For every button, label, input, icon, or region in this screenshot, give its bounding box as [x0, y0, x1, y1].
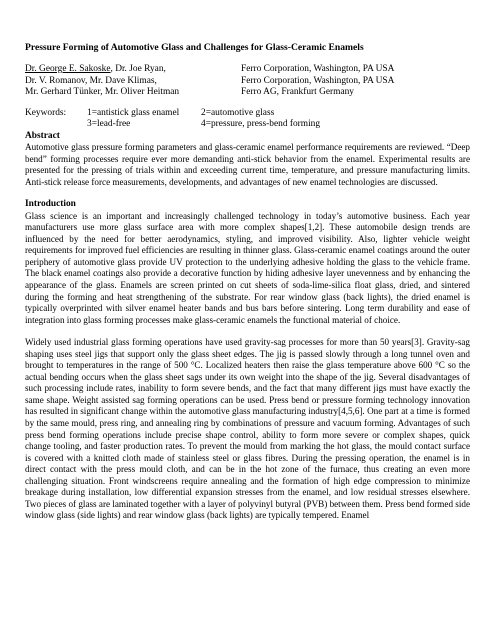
affiliation-3: Ferro AG, Frankfurt Germany: [241, 87, 354, 97]
introduction-heading: Introduction: [25, 199, 76, 210]
author-block: [25, 64, 470, 99]
keyword-4: 4=pressure, press-bend forming: [201, 119, 321, 129]
introduction-paragraph-1: Glass science is an important and increasingly challenged technology in today’s automotive business. Each year manufacturers use more glass surface area with more complex shapes[1,2]. These automobile design trends are influenced by the need for better aerodynamics, styling, and improved visibility. Also, lighter vehicle weight requirements for improved fuel efficiencies are resulting in thinner glass. Glass-ceramic enamel coatings around the outer periphery of automotive glass provide UV protection to the underlying adhesive holding the glass to the vehicle frame. The black enamel coatings also provide a decorative function by hiding adhesive layer unevenness and by enhancing the appearance of the glass. Enamels are screen printed on cut sheets of soda-lime-silica float glass, dried, and sintered during the forming and heat strengthening of the substrate. For rear window glass (back lights), the dried enamel is typically overprinted with silver enamel heater bands and bus bars before sintering. Long term durability and ease of integration into glass forming processes make glass-ceramic enamels the functional material of choice.: [25, 210, 470, 325]
abstract-heading: Abstract: [25, 130, 60, 141]
presenting-author: Dr. George E. Sakoske: [25, 64, 111, 74]
keyword-3: 3=lead-free: [87, 119, 131, 129]
author-names-rest: , Dr. Joe Ryan,: [110, 64, 166, 74]
affiliation-2: Ferro Corporation, Washington, PA USA: [241, 75, 395, 86]
affiliation-1: Ferro Corporation, Washington, PA USA: [241, 64, 395, 74]
keyword-2: 2=automotive glass: [201, 107, 275, 118]
paper-title: Pressure Forming of Automotive Glass and Challenges for Glass-Ceramic Enamels: [25, 42, 364, 53]
author-names: [25, 64, 241, 99]
author-line-2: Dr. V. Romanov, Mr. Dave Klimas,: [25, 75, 157, 86]
abstract-text: Automotive glass pressure forming parameters and glass-ceramic enamel performance requirements are reviewed. “Deep bend” forming processes require ever more demanding anti-stick behavior from the enamel. Experimental results are presented for the pressing of trials within and exceeding current time, temperature, and pressure manufacturing limits. Anti-stick release force measurements, developments, and advantages of new enamel technologies are discussed.: [25, 142, 470, 187]
author-affiliations: [241, 64, 470, 99]
keywords: [25, 108, 470, 131]
keyword-1: 1=antistick glass enamel: [87, 107, 180, 118]
author-line-3: Mr. Gerhard Tünker, Mr. Oliver Heitman: [25, 87, 180, 97]
keywords-label: Keywords:: [25, 107, 67, 118]
introduction-paragraph-2: Widely used industrial glass forming operations have used gravity-sag processes for more than 50 years[3]. Gravity-sag shaping uses steel jigs that support only the glass sheet edges. The jig is passed slowly through a long tunnel oven and brought to temperatures in the range of 500 °C. Localized heaters then raise the glass temperature above 600 °C so the actual bending occurs when the glass sheet sags under its own weight into the shape of the jig. Several disadvantages of such processing include rates, inability to form severe bends, and the fact that many different jigs must have exactly the same shape. Weight assisted sag forming operations can be used. Press bend or pressure forming technology innovation has resulted in significant change within the automotive glass manufacturing industry[4,5,6]. One part at a time is formed by the same mould, press ring, and annealing ring by combinations of pressure and vacuum forming. Advantages of such press bend forming operations include precise shape control, ability to form more severe or complex shapes, quick change tooling, and faster production rates. To prevent the mould from marking the hot glass, the mould contact surface is covered with a knitted cloth made of stainless steel or glass fibres. During the pressing operation, the enamel is in direct contact with the press mould cloth, and can be in the hot zone of the furnace, thus creating an even more challenging situation. Front windscreens require annealing and the formation of high edge compression to minimize breakage during installation, low differential expansion stresses from the enamel, and low residual stresses elsewhere. Two pieces of glass are laminated together with a layer of polyvinyl butyral (PVB) between them. Press bend formed side window glass (side lights) and rear window glass (back lights) are typically tempered. Enamel: [25, 337, 470, 521]
author-line-1: [25, 64, 241, 76]
